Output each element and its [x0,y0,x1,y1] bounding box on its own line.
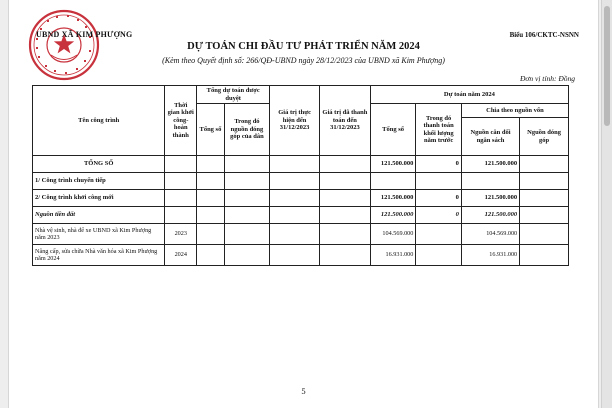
col-header-by-source: Chia theo nguồn vốn [461,104,568,118]
cell-budget-total: 121.500.000 [370,190,416,207]
cell-budget-prior [416,245,462,266]
cell-source-balance: 121.500.000 [461,156,519,173]
cell-source-contrib [520,156,569,173]
cell-name: Nâng cấp, sửa chữa Nhà văn hóa xã Kim Phượng năm 2024 [33,245,165,266]
cell-name: 1/ Công trình chuyển tiếp [33,173,165,190]
cell-source-balance: 104.569.000 [461,224,519,245]
table-row [33,224,569,245]
scrollbar-thumb[interactable] [604,6,610,126]
budget-table [32,85,569,266]
cell-source-contrib [520,207,569,224]
table-row-total [33,156,569,173]
table-row [33,190,569,207]
cell-source-balance: 16.931.000 [461,245,519,266]
document-page [8,0,599,408]
table-row [33,173,569,190]
document-title: DỰ TOÁN CHI ĐẦU TƯ PHÁT TRIỂN NĂM 2024 [187,41,420,52]
cell-source-contrib [520,245,569,266]
cell-source-balance [461,173,519,190]
unit-label: Đơn vị tính: Đồng [519,74,575,83]
col-header-executed: Giá trị thực hiện đến 31/12/2023 [270,86,320,156]
cell-source-balance: 121.500.000 [461,190,519,207]
col-header-total-estimate: Tổng dự toán được duyệt [197,86,270,104]
col-header-estimate-contrib: Trong đó nguồn đóng góp của dân [224,104,270,156]
cell-budget-prior: 0 [416,190,462,207]
cell-name: Nguồn tiền đất [33,207,165,224]
cell-source-balance: 121.500.000 [461,207,519,224]
cell-period [165,156,197,173]
col-header-source-balance: Nguồn cân đối ngân sách [461,118,519,156]
cell-name: Nhà vệ sinh, nhà để xe UBND xã Kim Phượng năm 2023 [33,224,165,245]
cell-source-contrib [520,173,569,190]
col-header-budget-2024: Dự toán năm 2024 [370,86,568,104]
table-row [33,245,569,266]
cell-period [165,173,197,190]
cell-budget-total: 104.569.000 [370,224,416,245]
page-number: 5 [301,386,306,396]
cell-period [165,207,197,224]
cell-source-contrib [520,224,569,245]
cell-period [165,190,197,207]
cell-period: 2023 [165,224,197,245]
table-row [33,207,569,224]
cell-budget-prior [416,173,462,190]
cell-name: TỔNG SỐ [33,156,165,173]
organization-name: UBND XÃ KIM PHƯỢNG [36,30,133,39]
cell-period: 2024 [165,245,197,266]
col-header-source-contrib: Nguồn đóng góp [520,118,569,156]
document-subtitle: (Kèm theo Quyết định số: 266/QĐ-UBND ngày 28/12/2023 của UBND xã Kim Phượng) [162,56,445,65]
form-code: Biểu 106/CKTC-NSNN [509,31,579,39]
cell-name: 2/ Công trình khởi công mới [33,190,165,207]
col-header-budget-total: Tổng số [370,104,416,156]
col-header-period: Thời gian khởi công-hoàn thành [165,86,197,156]
vertical-scrollbar[interactable] [601,0,612,408]
cell-budget-total: 16.931.000 [370,245,416,266]
col-header-estimate-sum: Tổng số [197,104,225,156]
cell-budget-total: 121.500.000 [370,207,416,224]
cell-budget-total: 121.500.000 [370,156,416,173]
col-header-paid: Giá trị đã thanh toán đến 31/12/2023 [320,86,371,156]
cell-budget-prior: 0 [416,156,462,173]
col-header-name: Tên công trình [33,86,165,156]
cell-budget-total [370,173,416,190]
cell-source-contrib [520,190,569,207]
cell-budget-prior [416,224,462,245]
col-header-budget-prior: Trong đó thanh toán khối lượng năm trước [416,104,462,156]
cell-budget-prior: 0 [416,207,462,224]
